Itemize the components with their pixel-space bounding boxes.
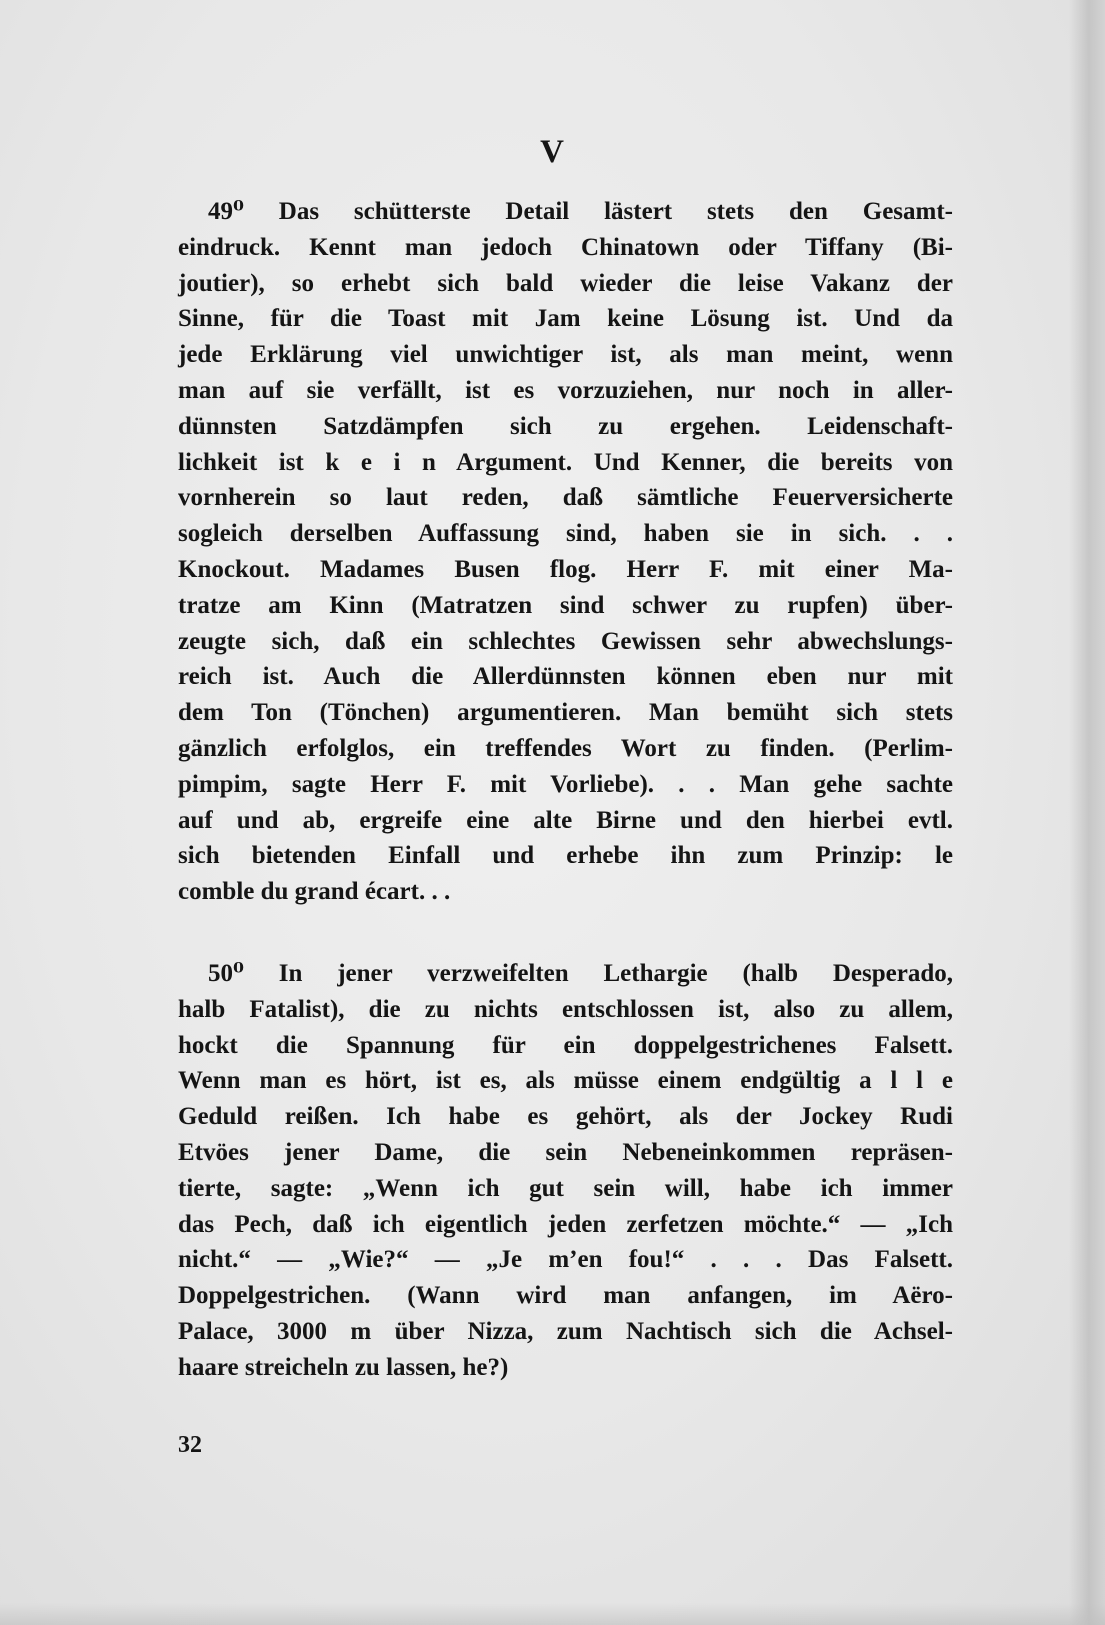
text-line: dünnsten Satzdämpfen sich zu ergehen. Leidenschaft- [178,412,953,440]
page-number: 32 [178,1432,202,1458]
text-line: reich ist. Auch die Allerdünnsten können eben nur mit [178,663,953,691]
text-line: sogleich derselben Auffassung sind, haben sie in sich. . . [178,520,953,548]
text-line: eindruck. Kennt man jedoch Chinatown oder Tiffany (Bi- [178,233,953,261]
text-line: sich bietenden Einfall und erhebe ihn zum Prinzip: le [178,842,953,870]
text-line: Palace, 3000 m über Nizza, zum Nachtisch sich die Achsel- [178,1317,953,1345]
text-line: tierte, sagte: „Wenn ich gut sein will, habe ich immer [178,1174,953,1202]
text-line: gänzlich erfolglos, ein treffendes Wort zu finden. (Perlim- [178,734,953,762]
text-line: Doppelgestrichen. (Wann wird man anfangen, im Aëro- [178,1282,953,1310]
page-bottom-shadow [0,1603,1105,1625]
text-line: dem Ton (Tönchen) argumentieren. Man bemüht sich stets [178,699,953,727]
text-line: tratze am Kinn (Matratzen sind schwer zu rupfen) über- [178,591,953,619]
text-line: auf und ab, ergreife eine alte Birne und den hierbei evtl. [178,806,953,834]
text-line: zeugte sich, daß ein schlechtes Gewissen sehr abwechslungs- [178,627,953,655]
text-line: 50⁰ In jener verzweifelten Lethargie (halb Desperado, [208,960,953,987]
text-line: das Pech, daß ich eigentlich jeden zerfetzen möchte.“ — „Ich [178,1210,953,1238]
text-line: jede Erklärung viel unwichtiger ist, als man meint, wenn [178,341,953,369]
text-line: Geduld reißen. Ich habe es gehört, als der Jockey Rudi [178,1103,953,1131]
text-line: 49⁰ Das schütterste Detail lästert stets den Gesamt- [208,198,953,225]
text-line: man auf sie verfällt, ist es vorzuziehen, nur noch in aller- [178,376,953,404]
paragraph-50 [178,956,953,1386]
text-line: hockt die Spannung für ein doppelgestrichenes Falsett. [178,1031,953,1059]
chapter-heading: V [540,134,565,170]
paragraph-49 [178,194,953,910]
text-line: Etvöes jener Dame, die sein Nebeneinkommen repräsen- [178,1138,953,1166]
text-line: nicht.“ — „Wie?“ — „Je m’en fou!“ . . . Das Falsett. [178,1246,953,1274]
text-line: vornherein so laut reden, daß sämtliche Feuerversicherte [178,484,953,512]
text-line: lichkeit ist k e i n Argument. Und Kenner, die bereits von [178,448,953,476]
text-line: Knockout. Madames Busen flog. Herr F. mit einer Ma- [178,555,953,583]
text-line: Sinne, für die Toast mit Jam keine Lösung ist. Und da [178,305,953,333]
text-line: halb Fatalist), die zu nichts entschlossen ist, also zu allem, [178,995,953,1023]
text-line: haare streicheln zu lassen, he?) [178,1353,509,1381]
text-line: pimpim, sagte Herr F. mit Vorliebe). . . Man gehe sachte [178,770,953,798]
text-line: comble du grand écart. . . [178,878,451,906]
page-edge-shadow [1069,0,1105,1625]
text-line: joutier), so erhebt sich bald wieder die leise Vakanz der [178,269,953,297]
text-line: Wenn man es hört, ist es, als müsse einem endgültig a l l e [178,1067,953,1095]
